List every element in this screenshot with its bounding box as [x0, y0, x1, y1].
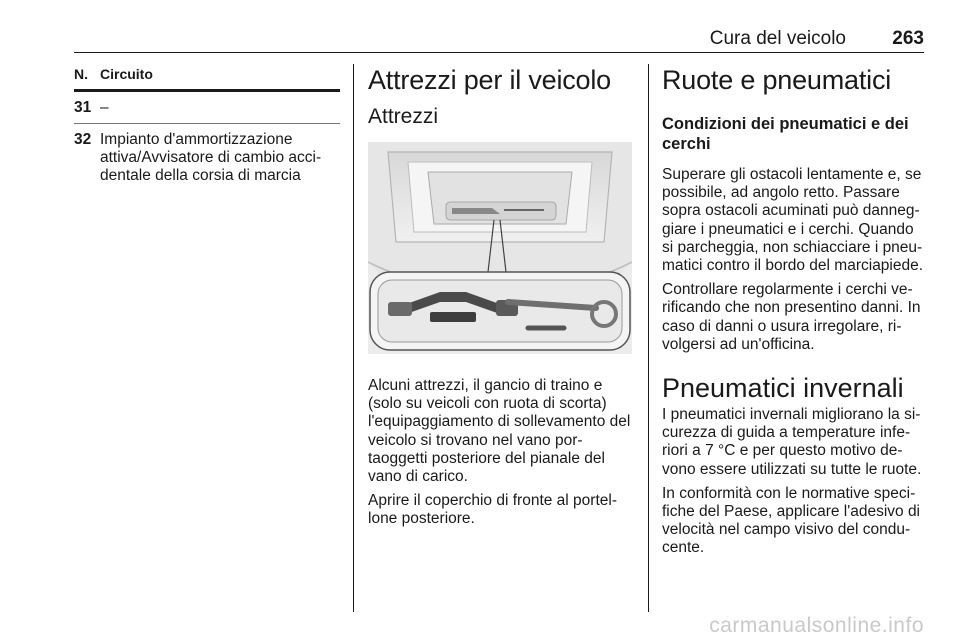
winter-tyres-paragraph: I pneumatici invernali migliorano la sicurezza di guida a temperature inferiori a 7 °C e per questo motivo devono essere utilizzati su tutte le ruote. — [662, 406, 922, 478]
watermark: carmanualsonline.info — [709, 614, 924, 637]
tyres-section — [662, 64, 928, 612]
table-row — [74, 124, 340, 191]
col-num-header: N. — [74, 66, 88, 82]
column-divider — [648, 64, 649, 612]
tools-illustration — [368, 142, 632, 354]
table-row — [74, 92, 340, 124]
tools-subtitle: Attrezzi — [368, 105, 439, 128]
tools-section — [368, 64, 634, 612]
tyre-condition-paragraph: Superare gli ostacoli lentamente e, se possibile, ad angolo retto. Passare sopra ostacoli acuminati può danneggiare i pneumatici e i cerchi. Quando si parcheggia, non schiacciare i pneumatici contro il bordo del marciapiede. — [662, 166, 924, 275]
fuse-table — [74, 64, 340, 612]
col-circuit-header: Circuito — [100, 66, 153, 82]
page-number: 263 — [892, 28, 924, 49]
row-num: 31 — [74, 99, 92, 116]
winter-tyres-heading: Pneumatici invernali — [662, 373, 904, 404]
tools-paragraph: Alcuni attrezzi, il gancio di traino e (solo su veicoli con ruota di scorta) l'equipaggiamento di sollevamento del veicolo si trovano nel vano portaoggetti posteriore del pianale del vano di carico. — [368, 377, 631, 486]
column-divider — [353, 64, 354, 612]
row-circuit: Impianto d'ammortizzazione attiva/Avvisatore di cambio accidentale della corsia di marcia — [100, 131, 322, 184]
tyres-title: Ruote e pneumatici — [662, 65, 892, 95]
tyre-condition-heading: Condizioni dei pneumatici e dei cerchi — [662, 115, 909, 153]
winter-tyres-paragraph: In conformità con le normative specifiche del Paese, applicare l'adesivo di velocità nel campo visivo del conducente. — [662, 484, 921, 557]
section-title: Cura del veicolo — [709, 28, 846, 49]
tools-title: Attrezzi per il veicolo — [368, 65, 611, 95]
row-num: 32 — [74, 131, 92, 148]
table-header — [74, 66, 340, 92]
page-header — [74, 26, 924, 53]
row-circuit: – — [100, 99, 109, 116]
tools-paragraph: Aprire il coperchio di fronte al portellone posteriore. — [368, 492, 617, 528]
tyre-condition-paragraph: Controllare regolarmente i cerchi verificando che non presentino danni. In caso di danni o usura irregolare, rivolgersi ad un'officina. — [662, 281, 921, 353]
